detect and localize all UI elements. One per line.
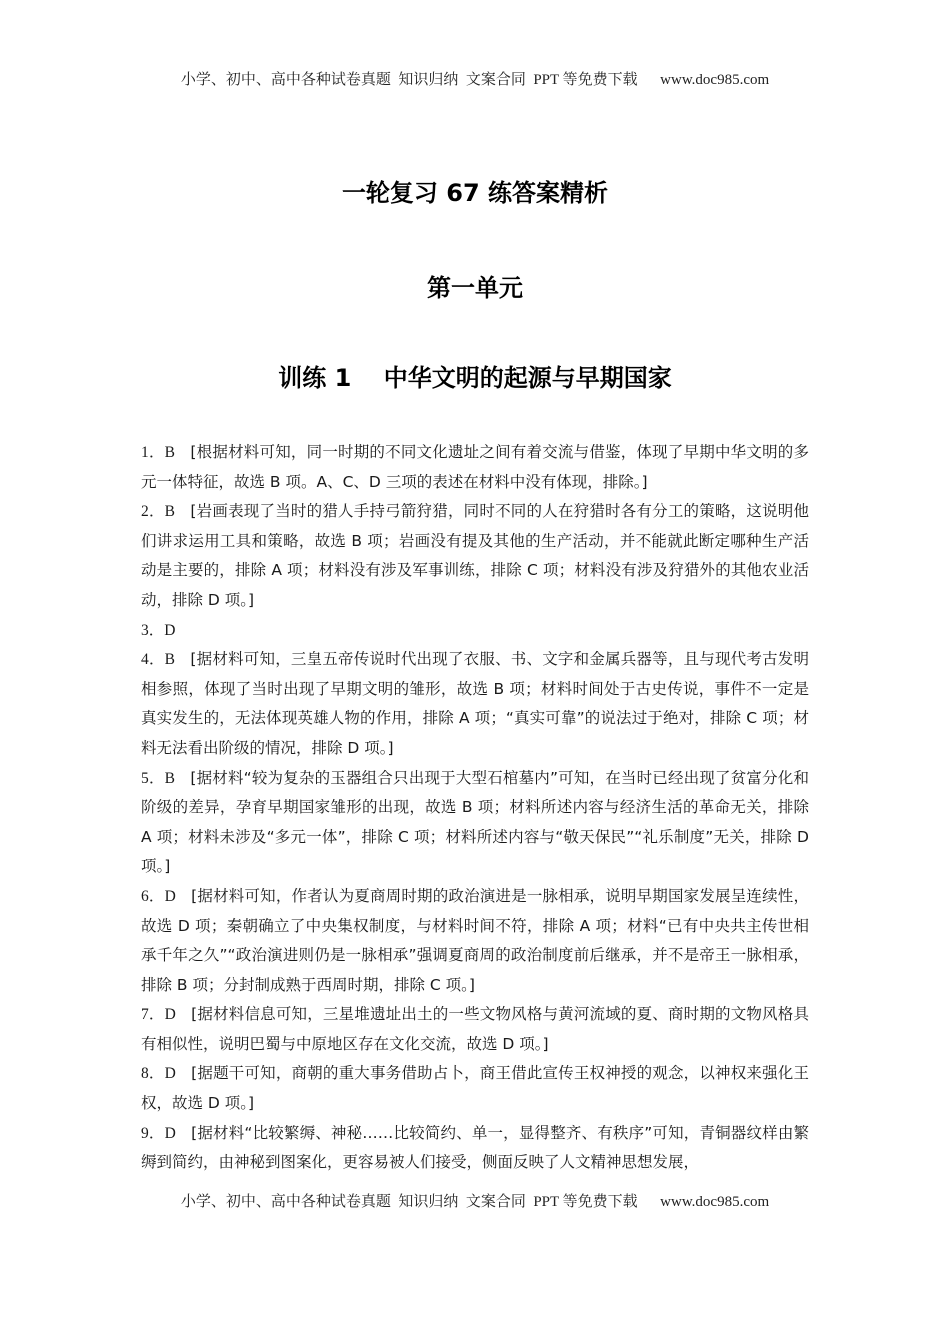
answer-explanation: [根据材料可知，同一时期的不同文化遗址之间有着交流与借鉴，体现了早期中华文明的多元一体特征，故选 B 项。A、C、D 三项的表述在材料中没有体现，排除。]	[141, 443, 809, 491]
answer-number: 7．	[141, 1006, 165, 1024]
answer-number: 2．	[141, 503, 165, 521]
answer-item-1	[141, 438, 809, 497]
answer-explanation: [据材料信息可知，三星堆遗址出土的一些文物风格与黄河流域的夏、商时期的文物风格具有相似性，说明巴蜀与中原地区存在文化交流，故选 D 项。]	[141, 1005, 809, 1053]
answer-explanation: [岩画表现了当时的猎人手持弓箭狩猎，同时不同的人在狩猎时各有分工的策略，这说明他们讲求运用工具和策略，故选 B 项；岩画没有提及其他的生产活动，并不能就此断定哪种生产活动是主要的，排除 A 项；材料没有涉及军事训练，排除 C 项；材料没有涉及狩猎外的其他农业活动，排除 D 项。]	[141, 502, 809, 609]
answer-choice: B	[164, 651, 176, 669]
unit-heading: 第一单元	[427, 274, 523, 302]
answer-explanation: [据题干可知，商朝的重大事务借助占卜，商王借此宣传王权神授的观念，以神权来强化王权，故选 D 项。]	[141, 1064, 809, 1113]
answer-item-5	[141, 764, 809, 882]
answer-number: 3．	[141, 621, 165, 639]
answer-number: 9．	[141, 1124, 165, 1142]
answer-choice: B	[164, 444, 176, 461]
answer-choice: D	[164, 1065, 176, 1083]
answer-item-9	[141, 1119, 809, 1178]
answer-number: 4．	[141, 651, 165, 669]
answer-number: 5．	[141, 769, 165, 787]
document-title: 一轮复习 67 练答案精析	[341, 179, 609, 207]
answer-explanation: [据材料“较为复杂的玉器组合只出现于大型石棺墓内”可知，在当时已经出现了贫富分化和阶级的差异，孕育早期国家雏形的出现，故选 B 项；材料所述内容与经济生活的革命无关，排除 A 项；材料未涉及“多元一体”，排除 C 项；材料所述内容与“敬天保民”“礼乐制度”无关，排除 D 项。]	[141, 768, 809, 876]
answer-explanation: [据材料可知，三皇五帝传说时代出现了衣服、书、文字和金属兵器等，且与现代考古发明相参照，体现了当时出现了早期文明的雏形，故选 B 项；材料时间处于古史传说，事件不一定是真实发生的，无法体现英雄人物的作用，排除 A 项；“真实可靠”的说法过于绝对，排除 C 项；材料无法看出阶级的情况，排除 D 项。]	[141, 650, 809, 757]
answer-choice: D	[164, 887, 176, 905]
answer-number: 6．	[141, 887, 165, 905]
answer-choice: B	[164, 503, 176, 521]
answer-choice: D	[164, 1006, 176, 1024]
answer-explanation: [据材料可知，作者认为夏商周时期的政治演进是一脉相承，说明早期国家发展呈连续性，故选 D 项；秦朝确立了中央集权制度，与材料时间不符，排除 A 项；材料“已有中央共主传世相承千年之久”“政治演进则仍是一脉相承”强调夏商周的政治制度前后继承，并不是帝王一脉相承，排除 B 项；分封制成熟于西周时期，排除 C 项。]	[141, 886, 809, 994]
answer-item-6	[141, 882, 809, 1000]
answer-item-7	[141, 1000, 809, 1059]
answer-explanation: [据材料“比较繁缛、神秘……比较简约、单一，显得整齐、有秩序”可知，青铜器纹样由繁缛到简约，由神秘到图案化，更容易被人们接受，侧面反映了人文精神思想发展，	[141, 1123, 809, 1172]
page-footer-banner: 小学、初中、高中各种试卷真题 知识归纳 文案合同 PPT 等免费下载 www.doc985.com	[180, 1194, 770, 1210]
answer-item-8	[141, 1059, 809, 1118]
answer-item-3	[141, 616, 809, 646]
answer-choice: D	[164, 1124, 176, 1142]
page-header-banner: 小学、初中、高中各种试卷真题 知识归纳 文案合同 PPT 等免费下载 www.doc985.com	[180, 72, 770, 88]
answer-item-2	[141, 497, 809, 615]
lesson-heading: 训练 1 中华文明的起源与早期国家	[278, 364, 672, 392]
answer-list	[141, 438, 809, 1178]
answer-number: 1．	[141, 444, 165, 461]
answer-item-4	[141, 645, 809, 763]
answer-number: 8．	[141, 1065, 165, 1083]
answer-choice: D	[164, 621, 176, 639]
answer-choice: B	[164, 769, 175, 787]
